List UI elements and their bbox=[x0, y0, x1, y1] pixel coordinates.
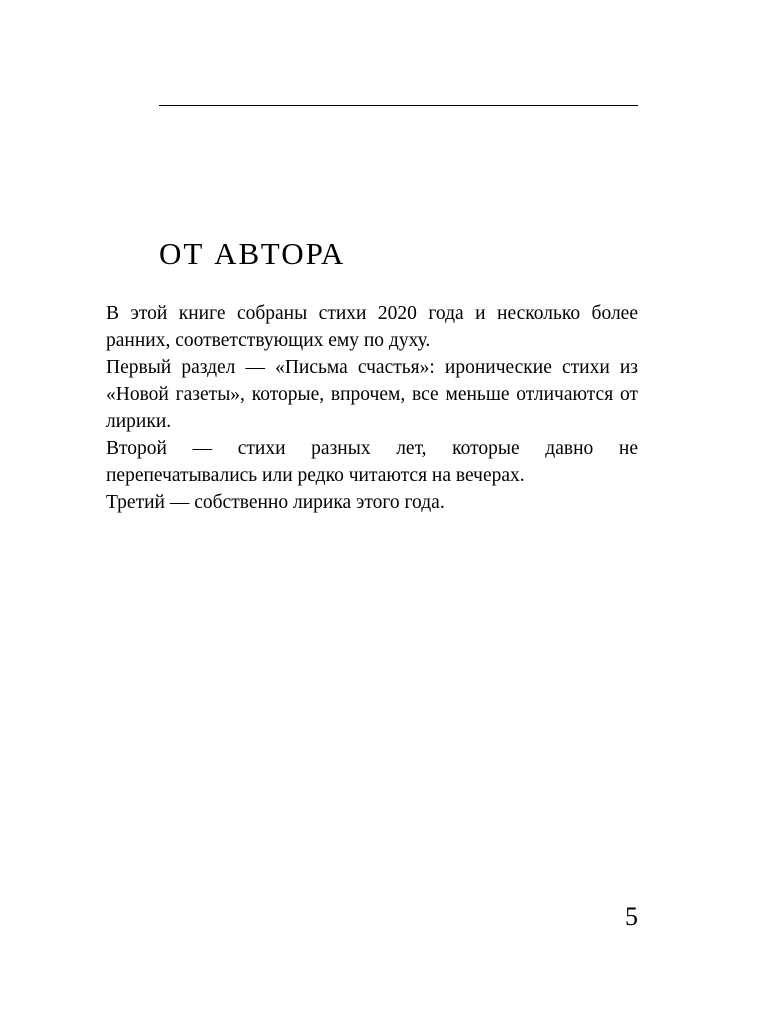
paragraph-1: В этой книге собраны стихи 2020 года и несколько более ранних, соответствующих ему по духу. bbox=[106, 303, 638, 351]
paragraph-3: Второй — стихи разных лет, которые давно не перепечатывались или редко читаются на вечерах. bbox=[106, 438, 638, 486]
paragraph-2: Первый раздел — «Письма счастья»: иронические стихи из «Новой газеты», которые, впрочем, все меньше отличаются от лирики. bbox=[106, 357, 638, 432]
paragraph-4: Третий — собственно лирика этого года. bbox=[106, 492, 445, 513]
section-title: ОТ АВТОРА bbox=[159, 236, 346, 271]
top-divider-rule bbox=[159, 105, 638, 106]
foreword-body bbox=[106, 300, 638, 516]
page-number: 5 bbox=[625, 902, 638, 931]
